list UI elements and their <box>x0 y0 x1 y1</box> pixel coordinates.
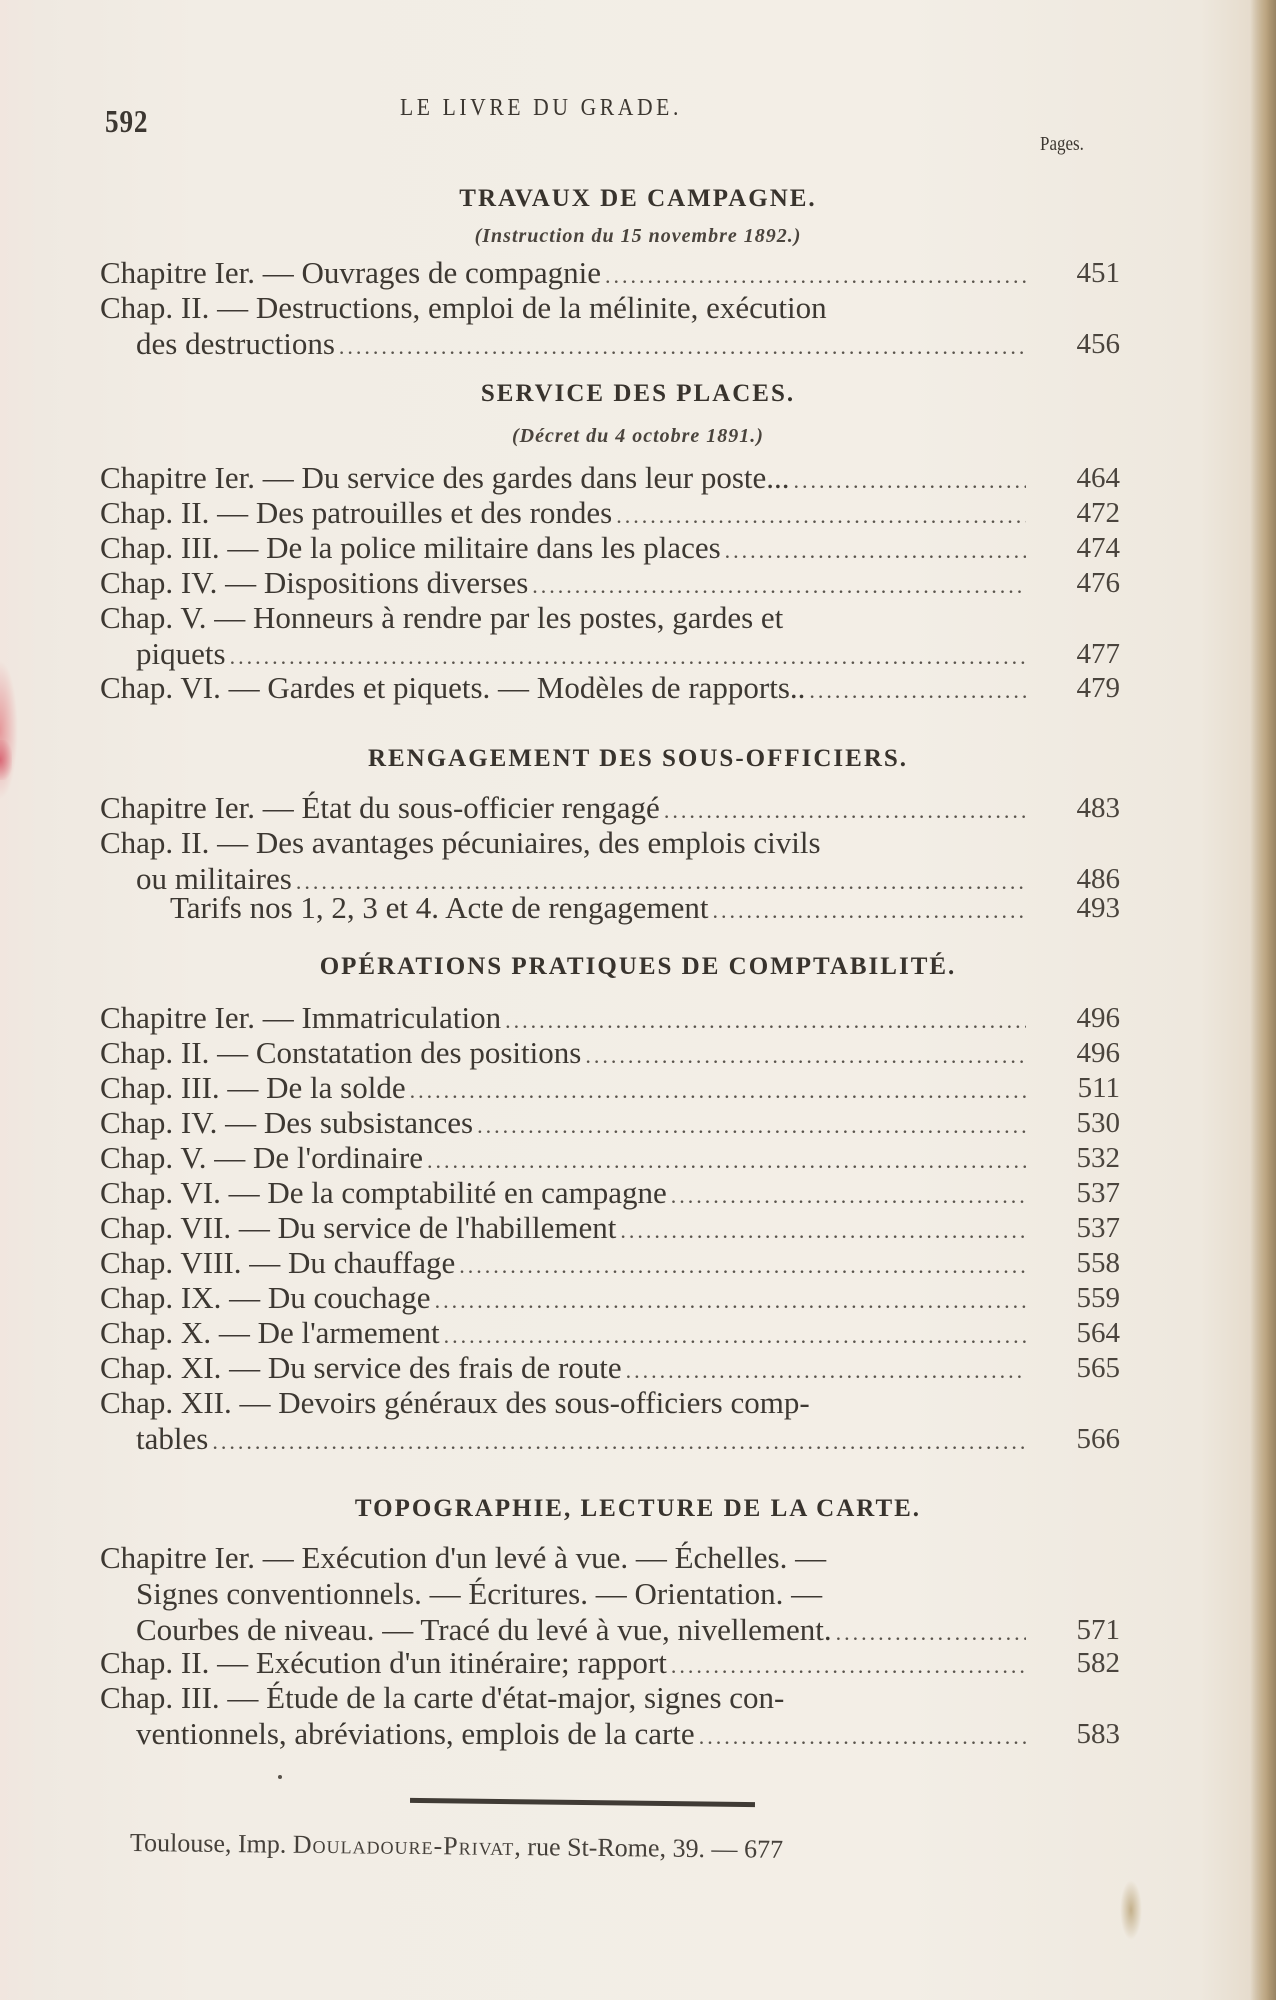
toc-entry[interactable] <box>100 1245 1120 1284</box>
section-title: TRAVAUX DE CAMPAGNE. <box>459 185 817 212</box>
dot-leader <box>410 1073 1026 1109</box>
dot-leader <box>664 793 1026 829</box>
toc-entry[interactable] <box>100 1000 1120 1039</box>
dot-leader <box>616 498 1026 534</box>
entry-title: Chap. II. — Des patrouilles et des rondes <box>100 495 613 530</box>
dot-leader <box>427 1143 1026 1179</box>
toc-entry[interactable] <box>100 1280 1120 1319</box>
entry-title: Tarifs nos 1, 2, 3 et 4. Acte de rengagement <box>170 890 709 925</box>
page-reference[interactable]: 582 <box>1076 1647 1120 1679</box>
dot-leader <box>725 533 1026 569</box>
entry-title: Chapitre Ier. — Immatriculation <box>100 1000 502 1035</box>
dot-leader <box>626 1353 1026 1389</box>
toc-entry[interactable] <box>100 1105 1120 1144</box>
entry-title-continuation: Courbes de niveau. — Tracé du levé à vue, nivellement. <box>136 1612 832 1647</box>
dot-leader <box>459 1248 1026 1284</box>
entry-title: Chap. III. — Étude de la carte d'état-major, signes con- <box>100 1680 785 1715</box>
dot-leader <box>605 258 1026 294</box>
page-reference[interactable]: 486 <box>1076 863 1120 895</box>
dot-leader <box>712 893 1026 929</box>
running-title: LE LIVRE DU GRADE. <box>400 95 682 121</box>
section-title: SERVICE DES PLACES. <box>480 380 796 407</box>
toc-entry[interactable] <box>100 290 1120 365</box>
paper-stain <box>1120 1880 1142 1940</box>
entry-title: Chap. VI. — De la comptabilité en campagne <box>100 1175 667 1210</box>
entry-title: Chap. III. — De la police militaire dans les places <box>100 530 721 565</box>
toc-entry[interactable] <box>100 600 1120 675</box>
entry-title-continuation: des destructions <box>136 326 335 361</box>
page-reference[interactable]: 451 <box>1076 257 1120 289</box>
entry-title: Chap. XII. — Devoirs généraux des sous-officiers comp- <box>100 1385 810 1420</box>
footer-rule <box>410 1798 755 1807</box>
entry-title-continuation: ou militaires <box>136 861 292 896</box>
entry-title: Chap. II. — Des avantages pécuniaires, des emplois civils <box>100 825 821 860</box>
dot-leader <box>585 1038 1026 1074</box>
entry-title: Chap. III. — De la solde <box>100 1070 406 1105</box>
entry-title: Chapitre Ier. — Exécution d'un levé à vue. — Échelles. — <box>100 1540 827 1575</box>
entry-title: Chap. IV. — Dispositions diverses <box>100 565 529 600</box>
entry-title: Chap. II. — Destructions, emploi de la mélinite, exécution <box>100 290 827 325</box>
toc-entry[interactable] <box>100 495 1120 534</box>
page-reference[interactable]: 496 <box>1076 1037 1120 1069</box>
page-reference[interactable]: 583 <box>1076 1718 1120 1750</box>
dot-leader <box>212 1424 1026 1460</box>
printer-imprint <box>130 1828 783 1865</box>
toc-entry[interactable] <box>100 890 1120 929</box>
imprint-city: Toulouse, Imp. <box>129 1828 287 1859</box>
page-reference[interactable]: 464 <box>1076 462 1120 494</box>
toc-entry[interactable] <box>100 1035 1120 1074</box>
page-reference[interactable]: 479 <box>1076 672 1120 704</box>
page-reference[interactable]: 537 <box>1076 1212 1120 1244</box>
dot-leader <box>505 1003 1026 1039</box>
dot-leader <box>532 568 1026 604</box>
imprint-printer: Douladoure-Privat <box>292 1829 515 1862</box>
page-reference[interactable]: 532 <box>1076 1142 1120 1174</box>
dot-leader <box>477 1108 1026 1144</box>
dot-leader <box>339 329 1026 365</box>
entry-title: Chap. IX. — Du couchage <box>100 1280 431 1315</box>
toc-entry[interactable] <box>100 565 1120 604</box>
entry-title: Chap. X. — De l'armement <box>100 1315 440 1350</box>
dot-leader <box>671 1178 1026 1214</box>
toc-entry[interactable] <box>100 1680 1120 1755</box>
toc-entry[interactable] <box>100 1210 1120 1249</box>
entry-title: Chap. II. — Exécution d'un itinéraire; rapport <box>100 1645 667 1680</box>
dot-leader <box>620 1213 1026 1249</box>
toc-entry[interactable] <box>100 1140 1120 1179</box>
dot-leader <box>444 1318 1026 1354</box>
page-reference[interactable]: 472 <box>1076 497 1120 529</box>
section-subtitle: (Décret du 4 octobre 1891.) <box>512 425 764 447</box>
dot-leader <box>809 673 1026 709</box>
dot-leader <box>435 1283 1026 1319</box>
page-reference[interactable]: 456 <box>1076 328 1120 360</box>
page-gutter-shadow <box>1250 0 1276 2000</box>
page-number: 592 <box>105 103 149 139</box>
entry-title-continuation: Signes conventionnels. — Écritures. — Orientation. — <box>136 1576 823 1611</box>
toc-entry[interactable] <box>100 255 1120 294</box>
toc-entry[interactable] <box>100 1540 1120 1651</box>
section-subtitle: (Instruction du 15 novembre 1892.) <box>474 225 802 247</box>
page-reference[interactable]: 558 <box>1076 1247 1120 1279</box>
page-reference[interactable]: 476 <box>1076 567 1120 599</box>
imprint-address: , rue St-Rome, 39. — <box>514 1832 738 1864</box>
dot-leader <box>794 463 1026 499</box>
page-reference[interactable]: 496 <box>1076 1002 1120 1034</box>
toc-entry[interactable] <box>100 530 1120 569</box>
page-reference[interactable]: 565 <box>1076 1352 1120 1384</box>
toc-entry[interactable] <box>100 1175 1120 1214</box>
entry-title-continuation: ventionnels, abréviations, emplois de la carte <box>136 1716 695 1751</box>
toc-entry[interactable] <box>100 1315 1120 1354</box>
section-title: TOPOGRAPHIE, LECTURE DE LA CARTE. <box>354 1495 922 1522</box>
toc-entry[interactable] <box>100 1350 1120 1389</box>
dot-leader <box>699 1719 1026 1755</box>
page-reference[interactable]: 474 <box>1076 532 1120 564</box>
toc-entry[interactable] <box>100 1645 1120 1684</box>
section-title: OPÉRATIONS PRATIQUES DE COMPTABILITÉ. <box>319 953 957 980</box>
imprint-job-number: 677 <box>743 1834 784 1864</box>
entry-title: Chap. V. — Honneurs à rendre par les postes, gardes et <box>100 600 784 635</box>
entry-title: Chap. VII. — Du service de l'habillement <box>100 1210 617 1245</box>
dot-leader <box>671 1648 1026 1684</box>
page-reference[interactable]: 564 <box>1076 1317 1120 1349</box>
page-reference[interactable]: 483 <box>1076 792 1120 824</box>
entry-title: Chap. VIII. — Du chauffage <box>100 1245 456 1280</box>
pages-column-label: Pages. <box>1040 133 1084 155</box>
entry-title-continuation: tables <box>136 1421 209 1456</box>
ink-dot <box>278 1775 282 1779</box>
entry-title: Chapitre Ier. — Ouvrages de compagnie <box>100 255 601 290</box>
toc-entry[interactable] <box>100 1385 1120 1460</box>
toc-entry[interactable] <box>100 790 1120 829</box>
page-reference[interactable]: 571 <box>1076 1614 1120 1646</box>
entry-title: Chapitre Ier. — Du service des gardes dans leur poste... <box>100 460 790 495</box>
entry-title: Chap. IV. — Des subsistances <box>100 1105 474 1140</box>
page-reference[interactable]: 511 <box>1077 1072 1120 1104</box>
page-reference[interactable]: 559 <box>1076 1282 1120 1314</box>
entry-title: Chap. V. — De l'ordinaire <box>100 1140 424 1175</box>
entry-title: Chap. XI. — Du service des frais de route <box>100 1350 622 1385</box>
page-header <box>0 95 1276 155</box>
toc-entry[interactable] <box>100 825 1120 900</box>
entry-title: Chap. VI. — Gardes et piquets. — Modèles de rapports.. <box>100 670 806 705</box>
toc-entry[interactable] <box>100 670 1120 709</box>
toc-entry[interactable] <box>100 460 1120 499</box>
page-reference[interactable]: 537 <box>1076 1177 1120 1209</box>
entry-title: Chap. II. — Constatation des positions <box>100 1035 582 1070</box>
entry-title-continuation: piquets <box>136 636 226 671</box>
section-title: RENGAGEMENT DES SOUS-OFFICIERS. <box>367 745 909 772</box>
page-reference[interactable]: 566 <box>1076 1423 1120 1455</box>
entry-title: Chapitre Ier. — État du sous-officier rengagé <box>100 790 660 825</box>
page-reference[interactable]: 477 <box>1076 638 1120 670</box>
toc-entry[interactable] <box>100 1070 1120 1109</box>
page-reference[interactable]: 530 <box>1076 1107 1120 1139</box>
page-reference[interactable]: 493 <box>1076 892 1120 924</box>
